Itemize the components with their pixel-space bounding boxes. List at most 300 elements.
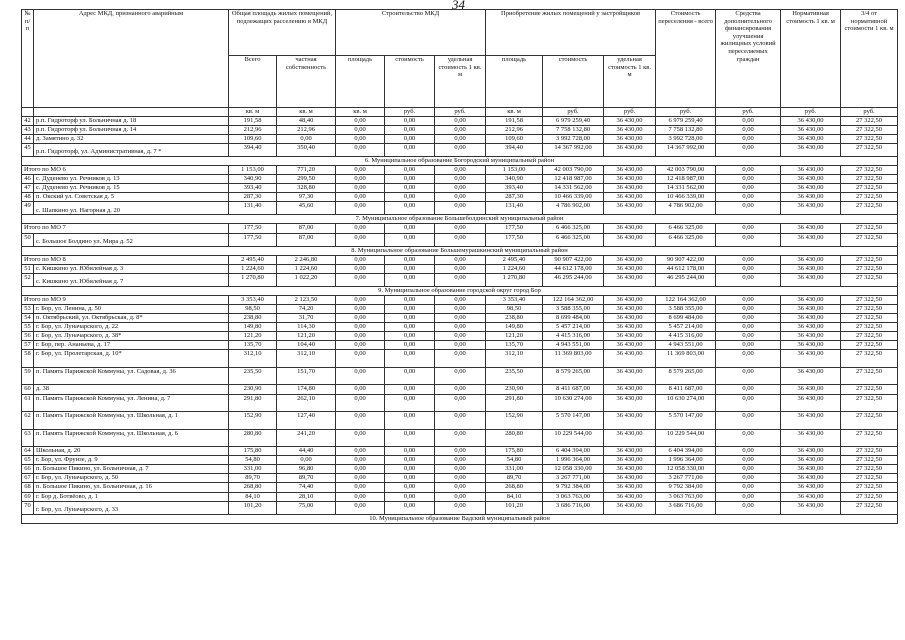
- table-row: [22, 193, 898, 202]
- value-cell: 0,00: [385, 385, 435, 394]
- value-cell: 4 786 902,00: [543, 202, 604, 215]
- value-cell: 0,00: [716, 305, 781, 314]
- value-cell: 8 699 484,00: [543, 314, 604, 323]
- value-cell: 6 466 325,00: [656, 233, 716, 246]
- value-cell: 0,00: [336, 184, 385, 193]
- table-row: [22, 323, 898, 332]
- value-cell: 36 430,00: [781, 483, 841, 492]
- value-cell: 6 404 394,00: [656, 447, 716, 456]
- value-cell: 0,00: [435, 456, 486, 465]
- address-cell: г. Бор, ул. Пролетарская, д. 10*: [34, 350, 229, 368]
- value-cell: 3 353,40: [486, 295, 543, 304]
- value-cell: 109,60: [486, 134, 543, 143]
- value-cell: 27 322,50: [841, 202, 898, 215]
- value-cell: 36 430,00: [604, 323, 656, 332]
- value-cell: 36 430,00: [781, 143, 841, 156]
- value-cell: 1 022,20: [277, 273, 336, 286]
- address-cell: г. Бор, пер. Ананьева, д. 17: [34, 341, 229, 350]
- value-cell: 127,40: [277, 412, 336, 430]
- address-cell: с. Дуденево ул. Речников д. 15: [34, 184, 229, 193]
- value-cell: 0,00: [435, 165, 486, 174]
- value-cell: 104,40: [277, 341, 336, 350]
- value-cell: 1 996 364,00: [543, 456, 604, 465]
- unit-cell: кв. м: [229, 108, 277, 117]
- value-cell: 27 322,50: [841, 501, 898, 514]
- value-cell: 36 430,00: [781, 341, 841, 350]
- value-cell: 0,00: [336, 394, 385, 412]
- address-cell: с. Большое Болдино ул. Мира д. 52: [34, 233, 229, 246]
- value-cell: 122 164 362,00: [543, 295, 604, 304]
- value-cell: 0,00: [385, 501, 435, 514]
- col-total-cost-header: Стоимость переселения - всего: [656, 10, 716, 108]
- row-number: 60: [22, 385, 34, 394]
- value-cell: 0,00: [716, 394, 781, 412]
- value-cell: 0,00: [336, 295, 385, 304]
- row-number: 66: [22, 465, 34, 474]
- value-cell: 96,80: [277, 465, 336, 474]
- value-cell: 44 612 178,00: [656, 264, 716, 273]
- value-cell: 131,40: [486, 202, 543, 215]
- value-cell: 27 322,50: [841, 332, 898, 341]
- value-cell: 6 466 325,00: [656, 224, 716, 233]
- section-row: [22, 514, 898, 523]
- value-cell: 36 430,00: [781, 202, 841, 215]
- value-cell: 101,20: [486, 501, 543, 514]
- row-number: 68: [22, 483, 34, 492]
- value-cell: 1 270,80: [486, 273, 543, 286]
- value-cell: 10 630 274,00: [543, 394, 604, 412]
- value-cell: 0,00: [336, 143, 385, 156]
- value-cell: 0,00: [277, 134, 336, 143]
- section-title: 10. Муниципальное образование Вадский муниципальный район: [22, 514, 898, 523]
- table-row: [22, 143, 898, 156]
- address-cell: п. Окский ул. Советская д. 5: [34, 193, 229, 202]
- value-cell: 0,00: [716, 429, 781, 447]
- value-cell: 31,70: [277, 314, 336, 323]
- value-cell: 0,00: [385, 367, 435, 385]
- total-label: Итого по МО 7: [22, 224, 229, 233]
- value-cell: 14 331 562,00: [543, 184, 604, 193]
- value-cell: 36 430,00: [781, 474, 841, 483]
- value-cell: 36 430,00: [604, 116, 656, 125]
- value-cell: 0,00: [716, 367, 781, 385]
- address-cell: д. Замятино д. 32: [34, 134, 229, 143]
- row-number: 62: [22, 412, 34, 430]
- value-cell: 97,30: [277, 193, 336, 202]
- value-cell: 90 907 422,00: [656, 255, 716, 264]
- value-cell: 0,00: [716, 465, 781, 474]
- value-cell: 191,58: [486, 116, 543, 125]
- value-cell: 4 415 316,00: [543, 332, 604, 341]
- value-cell: 268,80: [486, 483, 543, 492]
- value-cell: 27 322,50: [841, 465, 898, 474]
- value-cell: 149,80: [229, 323, 277, 332]
- value-cell: 0,00: [385, 134, 435, 143]
- value-cell: 6 404 394,00: [543, 447, 604, 456]
- section-title: 9. Муниципальное образование городской округ город Бор: [22, 286, 898, 295]
- value-cell: 0,00: [336, 465, 385, 474]
- table-row: [22, 314, 898, 323]
- value-cell: 36 430,00: [781, 323, 841, 332]
- address-cell: п. Память Парижской Коммуны, ул. Школьная, д. 1: [34, 412, 229, 430]
- value-cell: 36 430,00: [604, 385, 656, 394]
- value-cell: 393,40: [486, 184, 543, 193]
- value-cell: 27 322,50: [841, 143, 898, 156]
- value-cell: 8 579 265,00: [656, 367, 716, 385]
- value-cell: 36 430,00: [781, 305, 841, 314]
- address-cell: п. Память Парижской Коммуны, ул. Садовая, д. 36: [34, 367, 229, 385]
- value-cell: 7 758 132,80: [656, 125, 716, 134]
- value-cell: 394,40: [229, 143, 277, 156]
- value-cell: 48,40: [277, 116, 336, 125]
- value-cell: 0,00: [716, 350, 781, 368]
- value-cell: 0,00: [716, 295, 781, 304]
- value-cell: 131,40: [229, 202, 277, 215]
- value-cell: 0,00: [435, 412, 486, 430]
- value-cell: 36 430,00: [604, 367, 656, 385]
- value-cell: 0,00: [716, 385, 781, 394]
- row-number: 46: [22, 175, 34, 184]
- value-cell: 12 418 987,00: [656, 175, 716, 184]
- unit-cell: руб.: [385, 108, 435, 117]
- value-cell: 0,00: [385, 323, 435, 332]
- value-cell: 0,00: [336, 273, 385, 286]
- value-cell: 0,00: [385, 233, 435, 246]
- value-cell: 0,00: [336, 224, 385, 233]
- value-cell: 74,40: [277, 483, 336, 492]
- col-purchase-header: Приобретение жилых помещений у застройщиков: [486, 10, 656, 56]
- value-cell: 27 322,50: [841, 295, 898, 304]
- row-number: 67: [22, 474, 34, 483]
- value-cell: 0,00: [336, 341, 385, 350]
- row-number: 52: [22, 273, 34, 286]
- address-cell: р.п. Гидроторф, ул. Административная, д. 7 *: [34, 143, 229, 156]
- value-cell: 0,00: [336, 255, 385, 264]
- value-cell: 36 430,00: [604, 224, 656, 233]
- row-number: 69: [22, 492, 34, 501]
- row-number: 56: [22, 332, 34, 341]
- value-cell: 36 430,00: [604, 350, 656, 368]
- value-cell: 14 367 992,00: [543, 143, 604, 156]
- col-address-header: Адрес МКД, признанного аварийным: [34, 10, 229, 108]
- value-cell: 36 430,00: [604, 429, 656, 447]
- address-cell: п. Память Парижской Коммуны, ул. Школьная, д. 6: [34, 429, 229, 447]
- value-cell: 27 322,50: [841, 273, 898, 286]
- value-cell: 0,00: [435, 125, 486, 134]
- value-cell: 0,00: [385, 165, 435, 174]
- value-cell: 0,00: [385, 125, 435, 134]
- value-cell: 4 415 316,00: [656, 332, 716, 341]
- value-cell: 0,00: [385, 224, 435, 233]
- value-cell: 280,80: [229, 429, 277, 447]
- value-cell: 0,00: [435, 492, 486, 501]
- value-cell: 0,00: [716, 233, 781, 246]
- value-cell: 121,20: [229, 332, 277, 341]
- value-cell: 27 322,50: [841, 412, 898, 430]
- value-cell: 27 322,50: [841, 305, 898, 314]
- value-cell: 8 411 687,00: [656, 385, 716, 394]
- value-cell: 27 322,50: [841, 492, 898, 501]
- table-row: [22, 465, 898, 474]
- value-cell: 5 457 214,00: [543, 323, 604, 332]
- value-cell: 36 430,00: [781, 224, 841, 233]
- value-cell: 27 322,50: [841, 264, 898, 273]
- units-row: [22, 108, 898, 117]
- value-cell: 36 430,00: [781, 412, 841, 430]
- value-cell: 0,00: [336, 385, 385, 394]
- row-number: 58: [22, 350, 34, 368]
- value-cell: 36 430,00: [604, 143, 656, 156]
- address-cell: п. Октябрьский, ул. Октябрьская, д. 8*: [34, 314, 229, 323]
- value-cell: 1 153,00: [486, 165, 543, 174]
- value-cell: 36 430,00: [604, 314, 656, 323]
- value-cell: 36 430,00: [604, 483, 656, 492]
- value-cell: 3 063 763,00: [543, 492, 604, 501]
- value-cell: 27 322,50: [841, 184, 898, 193]
- value-cell: 0,00: [435, 116, 486, 125]
- value-cell: 0,00: [716, 341, 781, 350]
- value-cell: 1 996 364,00: [656, 456, 716, 465]
- value-cell: 291,80: [486, 394, 543, 412]
- table-row: [22, 116, 898, 125]
- table-row: [22, 474, 898, 483]
- value-cell: 0,00: [435, 305, 486, 314]
- value-cell: 12 418 987,00: [543, 175, 604, 184]
- table-row: [22, 202, 898, 215]
- value-cell: 238,80: [229, 314, 277, 323]
- value-cell: 0,00: [716, 165, 781, 174]
- value-cell: 4 943 551,00: [656, 341, 716, 350]
- value-cell: 0,00: [435, 394, 486, 412]
- value-cell: 54,80: [229, 456, 277, 465]
- value-cell: 121,20: [486, 332, 543, 341]
- value-cell: 235,50: [486, 367, 543, 385]
- value-cell: 36 430,00: [781, 134, 841, 143]
- table-header: [22, 10, 898, 117]
- value-cell: 0,00: [385, 193, 435, 202]
- value-cell: 268,80: [229, 483, 277, 492]
- value-cell: 27 322,50: [841, 175, 898, 184]
- value-cell: 0,00: [435, 350, 486, 368]
- value-cell: 394,40: [486, 143, 543, 156]
- sub-header: стоимость: [543, 56, 604, 108]
- value-cell: 175,80: [229, 447, 277, 456]
- value-cell: 36 430,00: [604, 341, 656, 350]
- value-cell: 0,00: [716, 143, 781, 156]
- value-cell: 151,70: [277, 367, 336, 385]
- value-cell: 0,00: [385, 447, 435, 456]
- value-cell: 36 430,00: [604, 465, 656, 474]
- row-number: 43: [22, 125, 34, 134]
- value-cell: 0,00: [385, 465, 435, 474]
- row-number: 53: [22, 305, 34, 314]
- table-row: [22, 501, 898, 514]
- value-cell: 177,50: [486, 233, 543, 246]
- address-cell: п. Память Парижской Коммуны, ул. Ленина, д. 7: [34, 394, 229, 412]
- row-number: 54: [22, 314, 34, 323]
- value-cell: 0,00: [385, 474, 435, 483]
- unit-cell: кв. м: [277, 108, 336, 117]
- table-row: [22, 332, 898, 341]
- value-cell: 54,80: [486, 456, 543, 465]
- value-cell: 27 322,50: [841, 429, 898, 447]
- value-cell: 0,00: [385, 492, 435, 501]
- value-cell: 36 430,00: [604, 492, 656, 501]
- value-cell: 3 992 728,00: [543, 134, 604, 143]
- value-cell: 5 457 214,00: [656, 323, 716, 332]
- table-row: [22, 125, 898, 134]
- value-cell: 340,90: [486, 175, 543, 184]
- value-cell: 12 058 330,00: [656, 465, 716, 474]
- value-cell: 3 588 355,00: [656, 305, 716, 314]
- value-cell: 0,00: [435, 134, 486, 143]
- value-cell: 235,50: [229, 367, 277, 385]
- address-cell: г. Бор д. Ботвёово, д. 1: [34, 492, 229, 501]
- row-number: 44: [22, 134, 34, 143]
- value-cell: 10 229 544,00: [656, 429, 716, 447]
- value-cell: 0,00: [336, 233, 385, 246]
- value-cell: 27 322,50: [841, 134, 898, 143]
- sub-header: Всего: [229, 56, 277, 108]
- value-cell: 0,00: [435, 273, 486, 286]
- value-cell: 4 943 551,00: [543, 341, 604, 350]
- row-number: 65: [22, 456, 34, 465]
- value-cell: 36 430,00: [604, 264, 656, 273]
- value-cell: 27 322,50: [841, 456, 898, 465]
- value-cell: 0,00: [385, 314, 435, 323]
- value-cell: 0,00: [435, 255, 486, 264]
- value-cell: 27 322,50: [841, 116, 898, 125]
- value-cell: 0,00: [336, 412, 385, 430]
- value-cell: 12 058 330,00: [543, 465, 604, 474]
- value-cell: 0,00: [336, 323, 385, 332]
- value-cell: 0,00: [336, 134, 385, 143]
- value-cell: 230,90: [229, 385, 277, 394]
- value-cell: 6 466 325,00: [543, 224, 604, 233]
- unit-cell: руб.: [781, 108, 841, 117]
- value-cell: 0,00: [716, 264, 781, 273]
- value-cell: 3 992 728,00: [656, 134, 716, 143]
- value-cell: 177,50: [229, 233, 277, 246]
- value-cell: 177,50: [486, 224, 543, 233]
- table-row: [22, 184, 898, 193]
- row-number: 48: [22, 193, 34, 202]
- value-cell: 0,00: [435, 184, 486, 193]
- value-cell: 27 322,50: [841, 385, 898, 394]
- value-cell: 135,70: [486, 341, 543, 350]
- value-cell: 0,00: [435, 367, 486, 385]
- value-cell: 2 495,40: [229, 255, 277, 264]
- row-number: 63: [22, 429, 34, 447]
- value-cell: 36 430,00: [781, 429, 841, 447]
- col-three-quarter-header: 3/4 от нормативной стоимости 1 кв. м: [841, 10, 898, 108]
- value-cell: 27 322,50: [841, 323, 898, 332]
- value-cell: 6 979 259,40: [543, 116, 604, 125]
- value-cell: 9 792 384,00: [543, 483, 604, 492]
- section-row: [22, 156, 898, 165]
- table-row: [22, 429, 898, 447]
- value-cell: 36 430,00: [781, 394, 841, 412]
- value-cell: 0,00: [336, 165, 385, 174]
- value-cell: 135,70: [229, 341, 277, 350]
- value-cell: 0,00: [336, 429, 385, 447]
- value-cell: 89,70: [486, 474, 543, 483]
- sub-header: удельная стоимость 1 кв. м: [604, 56, 656, 108]
- value-cell: 287,30: [229, 193, 277, 202]
- value-cell: 87,00: [277, 224, 336, 233]
- address-cell: г. Бор, ул. Ленина, д. 50: [34, 305, 229, 314]
- row-number: 49: [22, 202, 34, 215]
- value-cell: 8 699 484,00: [656, 314, 716, 323]
- col-construction-header: Строительство МКД: [336, 10, 486, 56]
- value-cell: 36 430,00: [604, 332, 656, 341]
- value-cell: 0,00: [435, 295, 486, 304]
- value-cell: 0,00: [716, 474, 781, 483]
- value-cell: 36 430,00: [604, 233, 656, 246]
- value-cell: 36 430,00: [604, 456, 656, 465]
- value-cell: 2 495,40: [486, 255, 543, 264]
- value-cell: 3 588 355,00: [543, 305, 604, 314]
- value-cell: 0,00: [385, 116, 435, 125]
- col-norm-cost-header: Нормативная стоимость 1 кв. м: [781, 10, 841, 108]
- value-cell: 75,00: [277, 501, 336, 514]
- value-cell: 0,00: [716, 323, 781, 332]
- value-cell: 5 570 147,00: [656, 412, 716, 430]
- value-cell: 0,00: [716, 116, 781, 125]
- value-cell: 27 322,50: [841, 474, 898, 483]
- value-cell: 0,00: [435, 224, 486, 233]
- value-cell: 1 224,60: [229, 264, 277, 273]
- value-cell: 11 369 803,00: [656, 350, 716, 368]
- value-cell: 27 322,50: [841, 165, 898, 174]
- value-cell: 0,00: [716, 193, 781, 202]
- value-cell: 0,00: [336, 483, 385, 492]
- value-cell: 11 369 803,00: [543, 350, 604, 368]
- value-cell: 152,90: [229, 412, 277, 430]
- value-cell: 0,00: [385, 202, 435, 215]
- value-cell: 36 430,00: [781, 367, 841, 385]
- value-cell: 0,00: [716, 184, 781, 193]
- value-cell: 0,00: [716, 492, 781, 501]
- value-cell: 36 430,00: [781, 295, 841, 304]
- value-cell: 3 267 771,00: [656, 474, 716, 483]
- value-cell: 0,00: [385, 341, 435, 350]
- table-row: [22, 385, 898, 394]
- value-cell: 46 295 244,00: [543, 273, 604, 286]
- value-cell: 3 686 716,00: [656, 501, 716, 514]
- value-cell: 36 430,00: [781, 492, 841, 501]
- value-cell: 45,60: [277, 202, 336, 215]
- row-number: 57: [22, 341, 34, 350]
- row-number: 70: [22, 501, 34, 514]
- value-cell: 74,20: [277, 305, 336, 314]
- value-cell: 0,00: [716, 483, 781, 492]
- unit-cell: руб.: [656, 108, 716, 117]
- address-cell: г. Бор, ул. Луначарского, д. 38*: [34, 332, 229, 341]
- value-cell: 6 466 325,00: [543, 233, 604, 246]
- value-cell: 0,00: [435, 264, 486, 273]
- value-cell: 0,00: [716, 412, 781, 430]
- address-cell: д. 38: [34, 385, 229, 394]
- total-label: Итого по МО 6: [22, 165, 229, 174]
- value-cell: 287,30: [486, 193, 543, 202]
- value-cell: 0,00: [435, 429, 486, 447]
- value-cell: 350,40: [277, 143, 336, 156]
- value-cell: 0,00: [716, 314, 781, 323]
- value-cell: 0,00: [336, 350, 385, 368]
- value-cell: 8 579 265,00: [543, 367, 604, 385]
- table-row: [22, 264, 898, 273]
